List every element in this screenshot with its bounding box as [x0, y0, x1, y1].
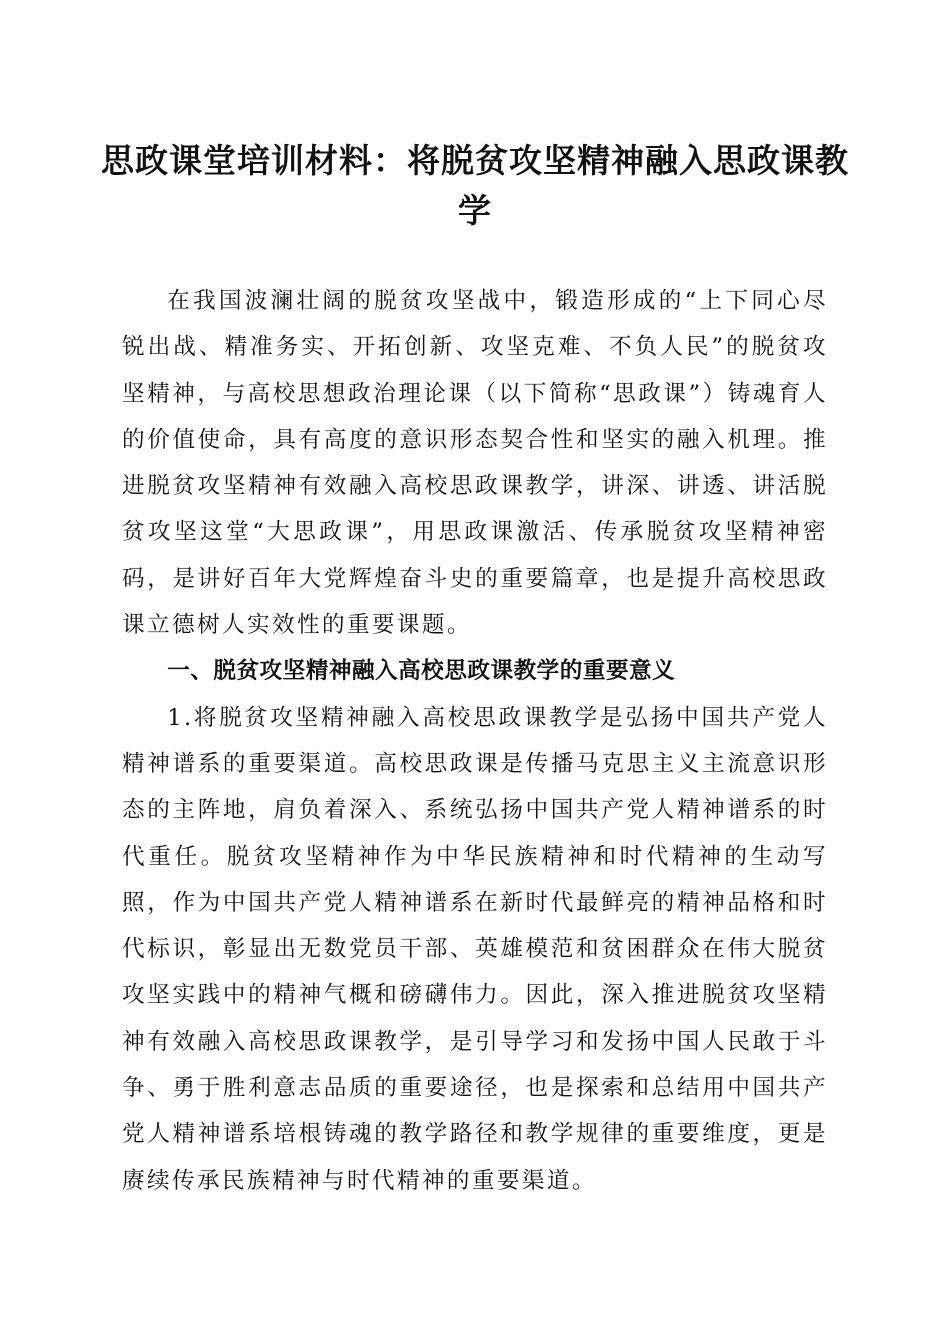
- document-body: [122, 278, 828, 1204]
- document-title: 思政课堂培训材料：将脱贫攻坚精神融入思政课教学: [101, 141, 849, 230]
- section-paragraph: 1.将脱贫攻坚精神融入高校思政课教学是弘扬中国共产党人精神谱系的重要渠道。高校思政课是传播马克思主义主流意识形态的主阵地，肩负着深入、系统弘扬中国共产党人精神谱系的时代重任。脱贫攻坚精神作为中华民族精神和时代精神的生动写照，作为中国共产党人精神谱系在新时代最鲜亮的精神品格和时代标识，彰显出无数党员干部、英雄模范和贫困群众在伟大脱贫攻坚实践中的精神气概和磅礴伟力。因此，深入推进脱贫攻坚精神有效融入高校思政课教学，是引导学习和发扬中国人民敢于斗争、勇于胜利意志品质的重要途径，也是探索和总结用中国共产党人精神谱系培根铸魂的教学路径和教学规律的重要维度，更是赓续传承民族精神与时代精神的重要渠道。: [122, 704, 828, 1194]
- intro-paragraph: 在我国波澜壮阔的脱贫攻坚战中，锻造形成的“上下同心尽锐出战、精准务实、开拓创新、攻坚克难、不负人民”的脱贫攻坚精神，与高校思想政治理论课（以下简称“思政课”）铸魂育人的价值使命，具有高度的意识形态契合性和坚实的融入机理。推进脱贫攻坚精神有效融入高校思政课教学，讲深、讲透、讲活脱贫攻坚这堂“大思政课”，用思政课激活、传承脱贫攻坚精神密码，是讲好百年大党辉煌奋斗史的重要篇章，也是提升高校思政课立德树人实效性的重要课题。: [122, 288, 828, 639]
- section-heading: 一、脱贫攻坚精神融入高校思政课教学的重要意义: [167, 658, 676, 685]
